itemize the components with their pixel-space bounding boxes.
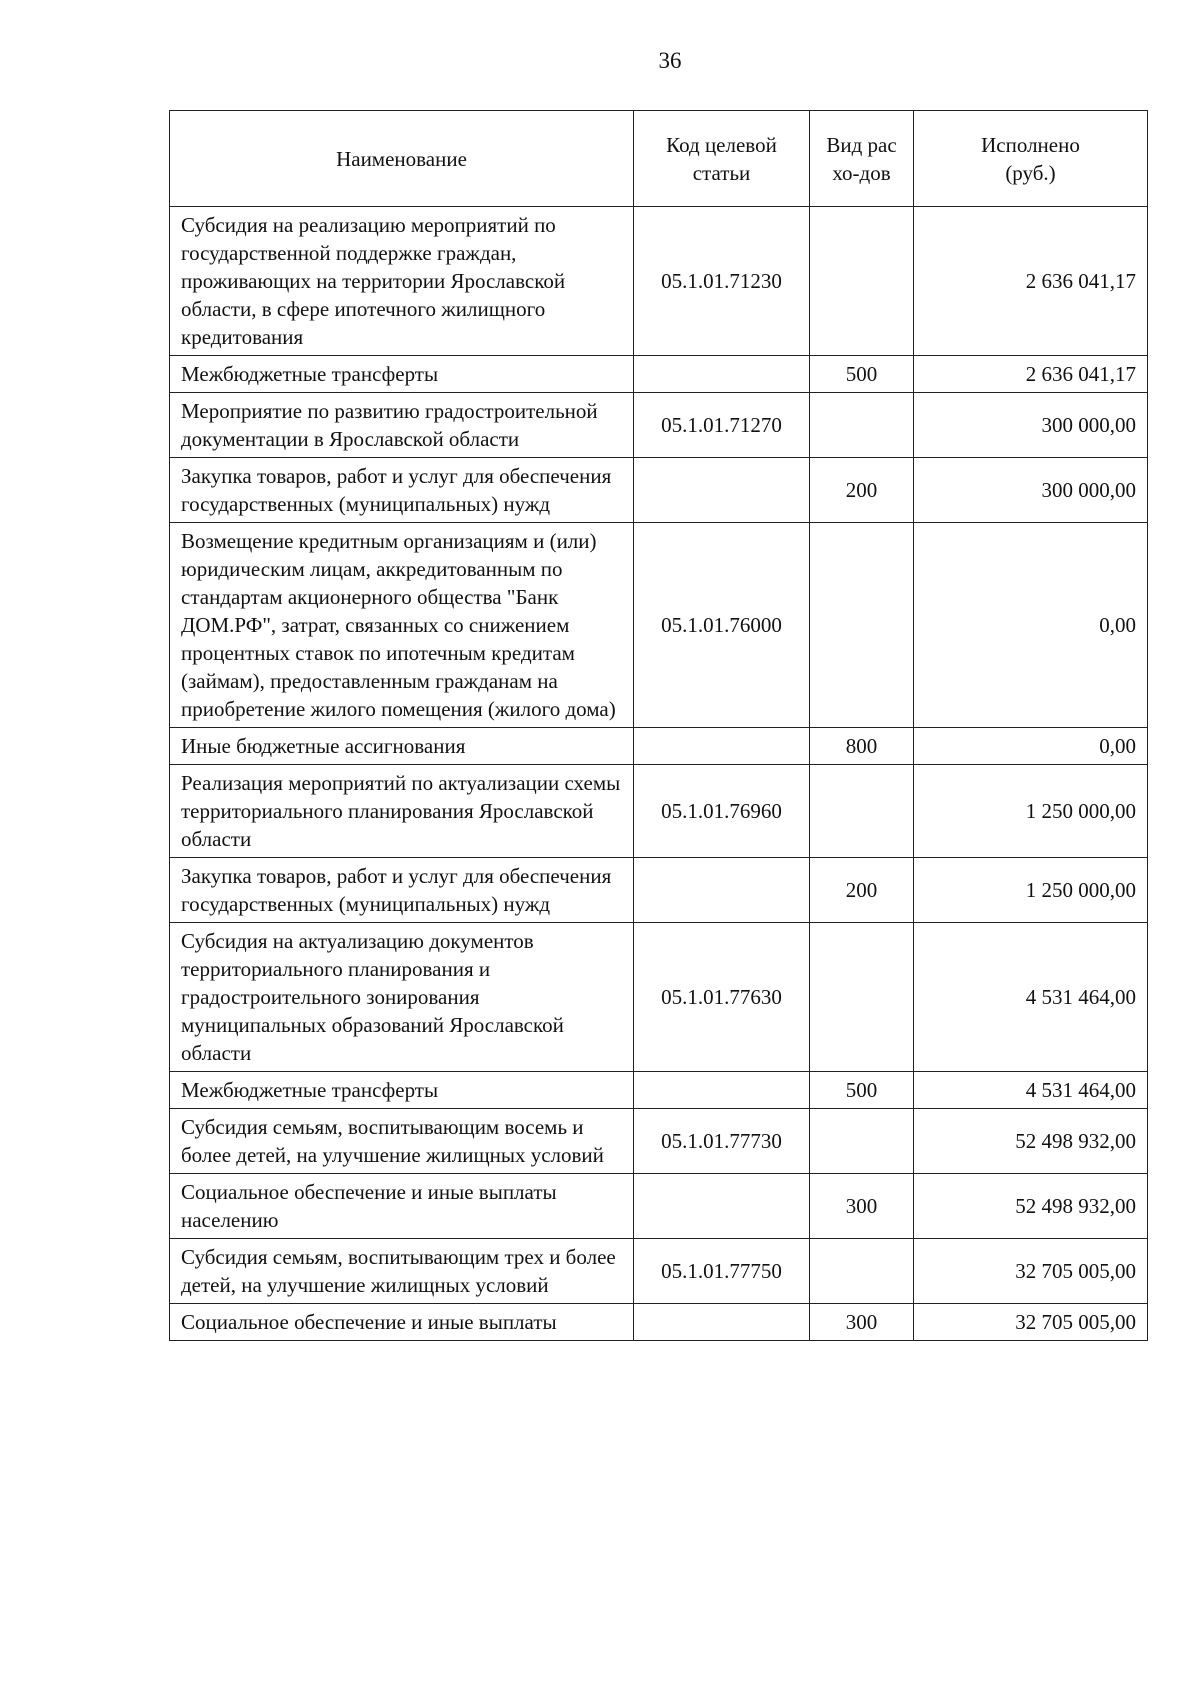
row-kind [810, 923, 914, 1072]
row-name: Реализация мероприятий по актуализации схемы территориального планирования Ярославской области [170, 765, 634, 858]
row-amount: 4 531 464,00 [914, 923, 1148, 1072]
row-code [634, 1174, 810, 1239]
row-kind: 300 [810, 1304, 914, 1341]
table-row [170, 1239, 1148, 1304]
row-code [634, 1304, 810, 1341]
row-code [634, 1072, 810, 1109]
row-name: Закупка товаров, работ и услуг для обеспечения государственных (муниципальных) нужд [170, 458, 634, 523]
row-kind [810, 1109, 914, 1174]
row-code [634, 858, 810, 923]
row-amount: 52 498 932,00 [914, 1109, 1148, 1174]
row-kind [810, 393, 914, 458]
header-name: Наименование [170, 111, 634, 207]
table-header-row [170, 111, 1148, 207]
row-code: 05.1.01.77750 [634, 1239, 810, 1304]
row-name: Межбюджетные трансферты [170, 356, 634, 393]
row-name: Межбюджетные трансферты [170, 1072, 634, 1109]
table-row [170, 523, 1148, 728]
row-kind: 200 [810, 458, 914, 523]
row-name: Иные бюджетные ассигнования [170, 728, 634, 765]
row-amount: 1 250 000,00 [914, 765, 1148, 858]
row-kind [810, 765, 914, 858]
row-name: Возмещение кредитным организациям и (или) юридическим лицам, аккредитованным по стандартам акционерного общества "Банк ДОМ.РФ", затрат, связанных со снижением процентных ставок по ипотечным кредитам (займам), предоставленным гражданам на приобретение жилого помещения (жилого дома) [170, 523, 634, 728]
row-code [634, 356, 810, 393]
table-row [170, 207, 1148, 356]
table-row [170, 1109, 1148, 1174]
row-amount: 2 636 041,17 [914, 356, 1148, 393]
row-amount: 0,00 [914, 728, 1148, 765]
row-amount: 0,00 [914, 523, 1148, 728]
row-code: 05.1.01.77730 [634, 1109, 810, 1174]
row-amount: 300 000,00 [914, 458, 1148, 523]
table-row [170, 765, 1148, 858]
row-kind: 500 [810, 356, 914, 393]
table-row [170, 728, 1148, 765]
row-amount: 32 705 005,00 [914, 1304, 1148, 1341]
row-kind: 300 [810, 1174, 914, 1239]
row-kind [810, 1239, 914, 1304]
row-kind [810, 523, 914, 728]
table-row [170, 923, 1148, 1072]
table-row [170, 1304, 1148, 1341]
row-name: Закупка товаров, работ и услуг для обеспечения государственных (муниципальных) нужд [170, 858, 634, 923]
table-row [170, 858, 1148, 923]
row-kind [810, 207, 914, 356]
table-row [170, 458, 1148, 523]
row-amount: 1 250 000,00 [914, 858, 1148, 923]
row-amount: 2 636 041,17 [914, 207, 1148, 356]
row-amount: 300 000,00 [914, 393, 1148, 458]
row-kind: 500 [810, 1072, 914, 1109]
row-name: Социальное обеспечение и иные выплаты [170, 1304, 634, 1341]
header-amount: Исполнено (руб.) [914, 111, 1148, 207]
row-amount: 32 705 005,00 [914, 1239, 1148, 1304]
row-code: 05.1.01.71270 [634, 393, 810, 458]
table-row [170, 356, 1148, 393]
row-code: 05.1.01.76000 [634, 523, 810, 728]
row-code [634, 458, 810, 523]
row-amount: 4 531 464,00 [914, 1072, 1148, 1109]
row-name: Субсидия на актуализацию документов территориального планирования и градостроительного зонирования муниципальных образований Ярославской области [170, 923, 634, 1072]
table-row [170, 1072, 1148, 1109]
row-code: 05.1.01.71230 [634, 207, 810, 356]
row-code [634, 728, 810, 765]
row-code: 05.1.01.77630 [634, 923, 810, 1072]
header-code: Код целевой статьи [634, 111, 810, 207]
row-name: Субсидия на реализацию мероприятий по государственной поддержке граждан, проживающих на территории Ярославской области, в сфере ипотечного жилищного кредитования [170, 207, 634, 356]
row-name: Социальное обеспечение и иные выплаты населению [170, 1174, 634, 1239]
row-kind: 800 [810, 728, 914, 765]
row-name: Субсидия семьям, воспитывающим восемь и более детей, на улучшение жилищных условий [170, 1109, 634, 1174]
header-kind: Вид расхо-дов [810, 111, 914, 207]
row-amount: 52 498 932,00 [914, 1174, 1148, 1239]
row-kind: 200 [810, 858, 914, 923]
row-code: 05.1.01.76960 [634, 765, 810, 858]
row-name: Субсидия семьям, воспитывающим трех и более детей, на улучшение жилищных условий [170, 1239, 634, 1304]
row-name: Мероприятие по развитию градостроительной документации в Ярославской области [170, 393, 634, 458]
table-row [170, 1174, 1148, 1239]
budget-table [169, 110, 1148, 1341]
page-number: 36 [658, 48, 682, 73]
table-row [170, 393, 1148, 458]
